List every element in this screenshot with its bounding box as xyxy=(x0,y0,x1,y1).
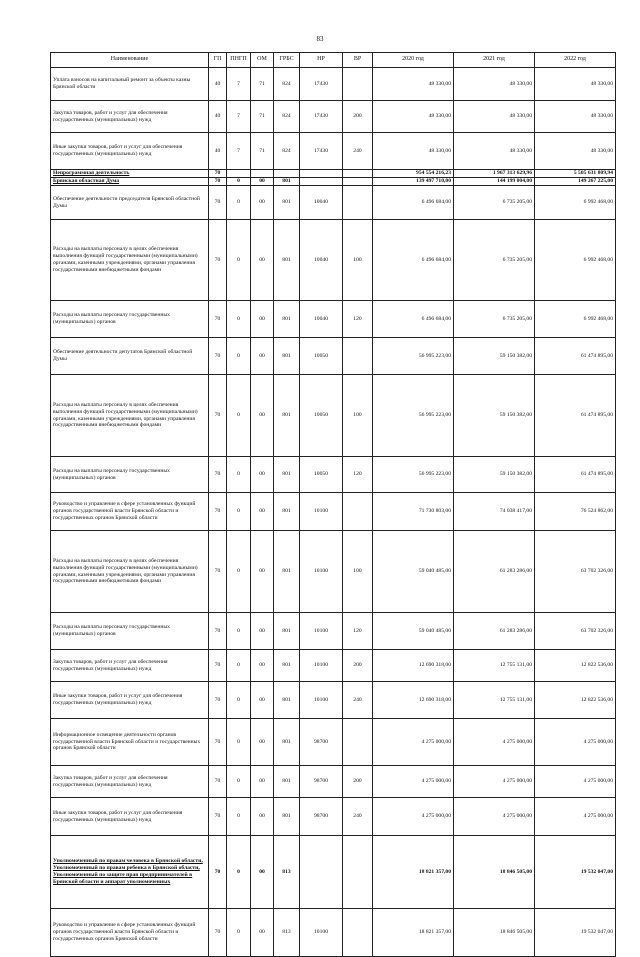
row-name: Расходы на выплаты персоналу в целях обеспечения выполнения функций государственными (муниципальными) органами, казенными учреждениями, органами управления государственными внебюджетными фондами xyxy=(51,220,209,301)
row-nr: 17430 xyxy=(300,133,343,170)
page-number: 83 xyxy=(316,35,324,43)
row-om: 00 xyxy=(251,798,274,836)
row-name: Закупка товаров, работ и услуг для обеспечения государственных (муниципальных) нужд xyxy=(51,101,209,133)
row-vr: 120 xyxy=(343,457,373,493)
row-pngp: 0 xyxy=(227,457,251,493)
row-2021: 59 150 382,00 xyxy=(454,457,535,493)
row-nr: 10100 xyxy=(300,909,343,957)
row-2022: 48 330,00 xyxy=(535,101,616,133)
row-2020: 12 690 318,00 xyxy=(373,682,454,719)
row-vr: 100 xyxy=(343,220,373,301)
row-om xyxy=(251,170,274,178)
table-row xyxy=(51,375,616,457)
header-om: ОМ xyxy=(251,53,274,68)
row-2022: 6 992 468,00 xyxy=(535,301,616,338)
row-pngp xyxy=(227,170,251,178)
row-grbs: 801 xyxy=(274,220,300,301)
row-pngp: 0 xyxy=(227,909,251,957)
header-gp: ГП xyxy=(209,53,227,68)
table-row xyxy=(51,682,616,719)
table-row xyxy=(51,101,616,133)
row-nr: 10050 xyxy=(300,457,343,493)
row-nr: 10100 xyxy=(300,650,343,682)
table-row xyxy=(51,178,616,186)
row-grbs: 801 xyxy=(274,682,300,719)
row-2021: 6 735 205,00 xyxy=(454,186,535,220)
header-nr: НР xyxy=(300,53,343,68)
row-2020: 139 497 710,00 xyxy=(373,178,454,186)
row-nr: 10050 xyxy=(300,338,343,375)
row-2022: 76 524 862,00 xyxy=(535,493,616,531)
row-2020: 48 330,00 xyxy=(373,68,454,101)
row-2022: 19 532 047,00 xyxy=(535,909,616,957)
row-name: Расходы на выплаты персоналу государственных (муниципальных) органов xyxy=(51,613,209,650)
row-2020: 4 275 000,00 xyxy=(373,766,454,798)
table-row xyxy=(51,133,616,170)
row-pngp: 0 xyxy=(227,719,251,766)
row-2021: 18 846 505,00 xyxy=(454,836,535,909)
row-2022: 6 992 468,00 xyxy=(535,220,616,301)
row-2021: 12 755 131,00 xyxy=(454,682,535,719)
row-2021: 4 275 000,00 xyxy=(454,719,535,766)
row-om: 00 xyxy=(251,493,274,531)
row-grbs: 813 xyxy=(274,836,300,909)
row-pngp: 0 xyxy=(227,220,251,301)
row-om: 00 xyxy=(251,531,274,613)
row-om: 00 xyxy=(251,682,274,719)
row-gp: 70 xyxy=(209,650,227,682)
row-pngp: 0 xyxy=(227,375,251,457)
table-row xyxy=(51,766,616,798)
row-grbs: 801 xyxy=(274,186,300,220)
header-2021: 2021 год xyxy=(454,53,535,68)
row-gp: 70 xyxy=(209,220,227,301)
row-2022: 63 702 326,00 xyxy=(535,613,616,650)
row-pngp: 0 xyxy=(227,178,251,186)
row-2021: 48 330,00 xyxy=(454,101,535,133)
row-2021: 59 150 382,00 xyxy=(454,375,535,457)
row-name: Расходы на выплаты персоналу государственных (муниципальных) органов xyxy=(51,457,209,493)
row-name: Обеспечение деятельности депутатов Брянской областной Думы xyxy=(51,338,209,375)
row-2020: 4 275 000,00 xyxy=(373,798,454,836)
row-gp: 70 xyxy=(209,375,227,457)
row-nr xyxy=(300,178,343,186)
row-gp: 70 xyxy=(209,613,227,650)
row-2022: 12 822 536,00 xyxy=(535,650,616,682)
row-om: 00 xyxy=(251,301,274,338)
row-nr: 98700 xyxy=(300,719,343,766)
row-nr: 17430 xyxy=(300,68,343,101)
row-om: 71 xyxy=(251,68,274,101)
row-2021: 48 330,00 xyxy=(454,68,535,101)
row-2021: 6 735 205,00 xyxy=(454,301,535,338)
row-2022: 6 992 468,00 xyxy=(535,186,616,220)
row-om: 00 xyxy=(251,613,274,650)
header-pngp: ПНГП xyxy=(227,53,251,68)
row-2020: 59 040 485,00 xyxy=(373,531,454,613)
row-vr: 120 xyxy=(343,613,373,650)
table-row xyxy=(51,301,616,338)
row-2021: 74 038 417,00 xyxy=(454,493,535,531)
row-vr xyxy=(343,186,373,220)
row-vr xyxy=(343,338,373,375)
row-gp: 70 xyxy=(209,338,227,375)
row-2021: 12 755 131,00 xyxy=(454,650,535,682)
row-name: Расходы на выплаты персоналу в целях обеспечения выполнения функций государственными (муниципальными) органами, казенными учреждениями, органами управления государственными внебюджетными фондами xyxy=(51,531,209,613)
row-grbs: 801 xyxy=(274,178,300,186)
row-gp: 70 xyxy=(209,682,227,719)
row-grbs: 813 xyxy=(274,909,300,957)
row-grbs: 824 xyxy=(274,68,300,101)
row-2021: 4 275 000,00 xyxy=(454,798,535,836)
row-gp: 70 xyxy=(209,301,227,338)
row-nr: 10040 xyxy=(300,301,343,338)
row-2020: 56 995 223,00 xyxy=(373,375,454,457)
row-gp: 70 xyxy=(209,766,227,798)
row-name: Информационное освещение деятельности органов государственной власти Брянской области и государственных органов Брянской области xyxy=(51,719,209,766)
row-om: 00 xyxy=(251,338,274,375)
row-2021: 144 199 004,00 xyxy=(454,178,535,186)
row-vr: 200 xyxy=(343,766,373,798)
row-gp: 70 xyxy=(209,493,227,531)
row-2020: 59 040 485,00 xyxy=(373,613,454,650)
row-2020: 71 730 803,00 xyxy=(373,493,454,531)
header-grbs: ГРБС xyxy=(274,53,300,68)
row-2021: 4 275 000,00 xyxy=(454,766,535,798)
row-2021: 59 150 382,00 xyxy=(454,338,535,375)
row-2021: 1 967 313 629,96 xyxy=(454,170,535,178)
row-nr: 10040 xyxy=(300,186,343,220)
row-name: Закупка товаров, работ и услуг для обеспечения государственных (муниципальных) нужд xyxy=(51,650,209,682)
row-pngp: 0 xyxy=(227,186,251,220)
row-2022: 4 275 000,00 xyxy=(535,798,616,836)
table-row xyxy=(51,170,616,178)
row-name: Руководство и управление в сфере установленных функций органов государственной власти Брянской области и государственных органов Брянской области xyxy=(51,909,209,957)
row-om: 00 xyxy=(251,766,274,798)
row-gp: 70 xyxy=(209,719,227,766)
row-pngp: 0 xyxy=(227,836,251,909)
budget-table xyxy=(50,52,616,957)
row-vr: 240 xyxy=(343,133,373,170)
row-2021: 48 330,00 xyxy=(454,133,535,170)
row-om: 00 xyxy=(251,375,274,457)
row-grbs: 801 xyxy=(274,531,300,613)
row-grbs: 824 xyxy=(274,133,300,170)
table-row xyxy=(51,613,616,650)
row-vr xyxy=(343,178,373,186)
row-2020: 4 275 000,00 xyxy=(373,719,454,766)
table-row xyxy=(51,798,616,836)
row-name: Уплата взносов на капитальный ремонт за объекты казны Брянской области xyxy=(51,68,209,101)
row-2020: 18 821 357,00 xyxy=(373,909,454,957)
row-gp: 40 xyxy=(209,68,227,101)
row-gp: 70 xyxy=(209,186,227,220)
row-name: Уполномоченный по правам человека в Брянской области, Уполномоченный по правам ребенка в Брянской области, Уполномоченный по защите прав предпринимателей в Брянской области и аппарат уполномоченных xyxy=(51,836,209,909)
table-row xyxy=(51,338,616,375)
row-gp: 40 xyxy=(209,133,227,170)
row-name: Расходы на выплаты персоналу в целях обеспечения выполнения функций государственными (муниципальными) органами, казенными учреждениями, органами управления государственными внебюджетными фондами xyxy=(51,375,209,457)
row-pngp: 0 xyxy=(227,766,251,798)
row-nr: 98700 xyxy=(300,798,343,836)
row-2021: 6 735 205,00 xyxy=(454,220,535,301)
row-om: 00 xyxy=(251,650,274,682)
row-2020: 954 554 216,23 xyxy=(373,170,454,178)
row-om: 00 xyxy=(251,719,274,766)
row-vr xyxy=(343,836,373,909)
row-om: 00 xyxy=(251,186,274,220)
table-row xyxy=(51,909,616,957)
row-pngp: 7 xyxy=(227,101,251,133)
row-vr xyxy=(343,493,373,531)
row-vr xyxy=(343,909,373,957)
row-nr: 10040 xyxy=(300,220,343,301)
row-nr: 98700 xyxy=(300,766,343,798)
row-vr: 240 xyxy=(343,798,373,836)
row-pngp: 0 xyxy=(227,613,251,650)
row-nr: 10100 xyxy=(300,493,343,531)
row-grbs: 801 xyxy=(274,650,300,682)
table-row xyxy=(51,457,616,493)
row-name: Расходы на выплаты персоналу государственных (муниципальных) органов xyxy=(51,301,209,338)
row-2021: 18 846 505,00 xyxy=(454,909,535,957)
row-vr: 120 xyxy=(343,301,373,338)
row-vr: 100 xyxy=(343,531,373,613)
row-vr: 240 xyxy=(343,682,373,719)
row-grbs: 801 xyxy=(274,493,300,531)
row-name: Иные закупки товаров, работ и услуг для обеспечения государственных (муниципальных) нужд xyxy=(51,133,209,170)
row-grbs: 824 xyxy=(274,101,300,133)
table-row xyxy=(51,531,616,613)
row-gp: 40 xyxy=(209,101,227,133)
row-2021: 61 283 286,00 xyxy=(454,531,535,613)
row-grbs: 801 xyxy=(274,301,300,338)
row-vr xyxy=(343,68,373,101)
row-grbs: 801 xyxy=(274,613,300,650)
row-2022: 12 822 536,00 xyxy=(535,682,616,719)
row-gp: 70 xyxy=(209,457,227,493)
row-gp: 70 xyxy=(209,909,227,957)
row-nr: 10100 xyxy=(300,682,343,719)
row-pngp: 0 xyxy=(227,531,251,613)
row-om: 00 xyxy=(251,909,274,957)
row-gp: 70 xyxy=(209,170,227,178)
table-row xyxy=(51,650,616,682)
row-pngp: 0 xyxy=(227,682,251,719)
row-name: Иные закупки товаров, работ и услуг для обеспечения государственных (муниципальных) нужд xyxy=(51,682,209,719)
row-nr: 10100 xyxy=(300,531,343,613)
row-grbs xyxy=(274,170,300,178)
row-grbs: 801 xyxy=(274,457,300,493)
row-nr xyxy=(300,836,343,909)
table-body xyxy=(51,68,616,957)
row-pngp: 7 xyxy=(227,133,251,170)
row-nr: 10100 xyxy=(300,613,343,650)
row-pngp: 7 xyxy=(227,68,251,101)
table-row xyxy=(51,186,616,220)
row-2020: 48 330,00 xyxy=(373,133,454,170)
row-pngp: 0 xyxy=(227,493,251,531)
row-om: 71 xyxy=(251,133,274,170)
row-vr xyxy=(343,170,373,178)
row-vr: 200 xyxy=(343,650,373,682)
row-grbs: 801 xyxy=(274,766,300,798)
row-2020: 6 496 684,00 xyxy=(373,186,454,220)
row-grbs: 801 xyxy=(274,719,300,766)
row-2022: 48 330,00 xyxy=(535,133,616,170)
row-2020: 18 821 357,00 xyxy=(373,836,454,909)
header-name: Наименование xyxy=(51,53,209,68)
row-grbs: 801 xyxy=(274,798,300,836)
table-row xyxy=(51,719,616,766)
row-2022: 61 474 895,00 xyxy=(535,457,616,493)
row-nr: 17430 xyxy=(300,101,343,133)
header-vr: ВР xyxy=(343,53,373,68)
table-row xyxy=(51,220,616,301)
row-2020: 56 995 223,00 xyxy=(373,457,454,493)
row-pngp: 0 xyxy=(227,798,251,836)
row-name: Закупка товаров, работ и услуг для обеспечения государственных (муниципальных) нужд xyxy=(51,766,209,798)
table-row xyxy=(51,493,616,531)
row-grbs: 801 xyxy=(274,375,300,457)
table-row xyxy=(51,836,616,909)
table-header-row xyxy=(51,53,616,68)
row-nr: 10050 xyxy=(300,375,343,457)
row-2020: 6 496 684,00 xyxy=(373,220,454,301)
header-2022: 2022 год xyxy=(535,53,616,68)
row-pngp: 0 xyxy=(227,301,251,338)
row-2022: 4 275 000,00 xyxy=(535,766,616,798)
row-om: 00 xyxy=(251,836,274,909)
row-2022: 61 474 895,00 xyxy=(535,375,616,457)
row-vr xyxy=(343,719,373,766)
row-vr: 200 xyxy=(343,101,373,133)
row-2022: 48 330,00 xyxy=(535,68,616,101)
row-name: Обеспечение деятельности председателя Брянской областной Думы xyxy=(51,186,209,220)
row-pngp: 0 xyxy=(227,650,251,682)
row-2020: 56 995 223,00 xyxy=(373,338,454,375)
row-gp: 70 xyxy=(209,836,227,909)
row-vr: 100 xyxy=(343,375,373,457)
row-2020: 48 330,00 xyxy=(373,101,454,133)
row-2022: 63 702 326,00 xyxy=(535,531,616,613)
row-gp: 70 xyxy=(209,798,227,836)
row-grbs: 801 xyxy=(274,338,300,375)
row-2022: 149 267 225,00 xyxy=(535,178,616,186)
row-2020: 12 690 318,00 xyxy=(373,650,454,682)
row-nr xyxy=(300,170,343,178)
row-om: 00 xyxy=(251,178,274,186)
row-pngp: 0 xyxy=(227,338,251,375)
row-om: 00 xyxy=(251,457,274,493)
row-2022: 4 275 000,00 xyxy=(535,719,616,766)
header-2020: 2020 год xyxy=(373,53,454,68)
row-name: Иные закупки товаров, работ и услуг для обеспечения государственных (муниципальных) нужд xyxy=(51,798,209,836)
row-2022: 19 532 047,00 xyxy=(535,836,616,909)
table-row xyxy=(51,68,616,101)
row-2022: 5 505 631 809,94 xyxy=(535,170,616,178)
row-name: Брянская областная Дума xyxy=(51,178,209,186)
row-2022: 61 474 895,00 xyxy=(535,338,616,375)
row-name: Непрограммная деятельность xyxy=(51,170,209,178)
row-gp: 70 xyxy=(209,531,227,613)
row-gp: 70 xyxy=(209,178,227,186)
row-name: Руководство и управление в сфере установленных функций органов государственной власти Брянской области и государственных органов Брянской области xyxy=(51,493,209,531)
row-2020: 6 496 684,00 xyxy=(373,301,454,338)
row-om: 00 xyxy=(251,220,274,301)
row-2021: 61 283 286,00 xyxy=(454,613,535,650)
row-om: 71 xyxy=(251,101,274,133)
